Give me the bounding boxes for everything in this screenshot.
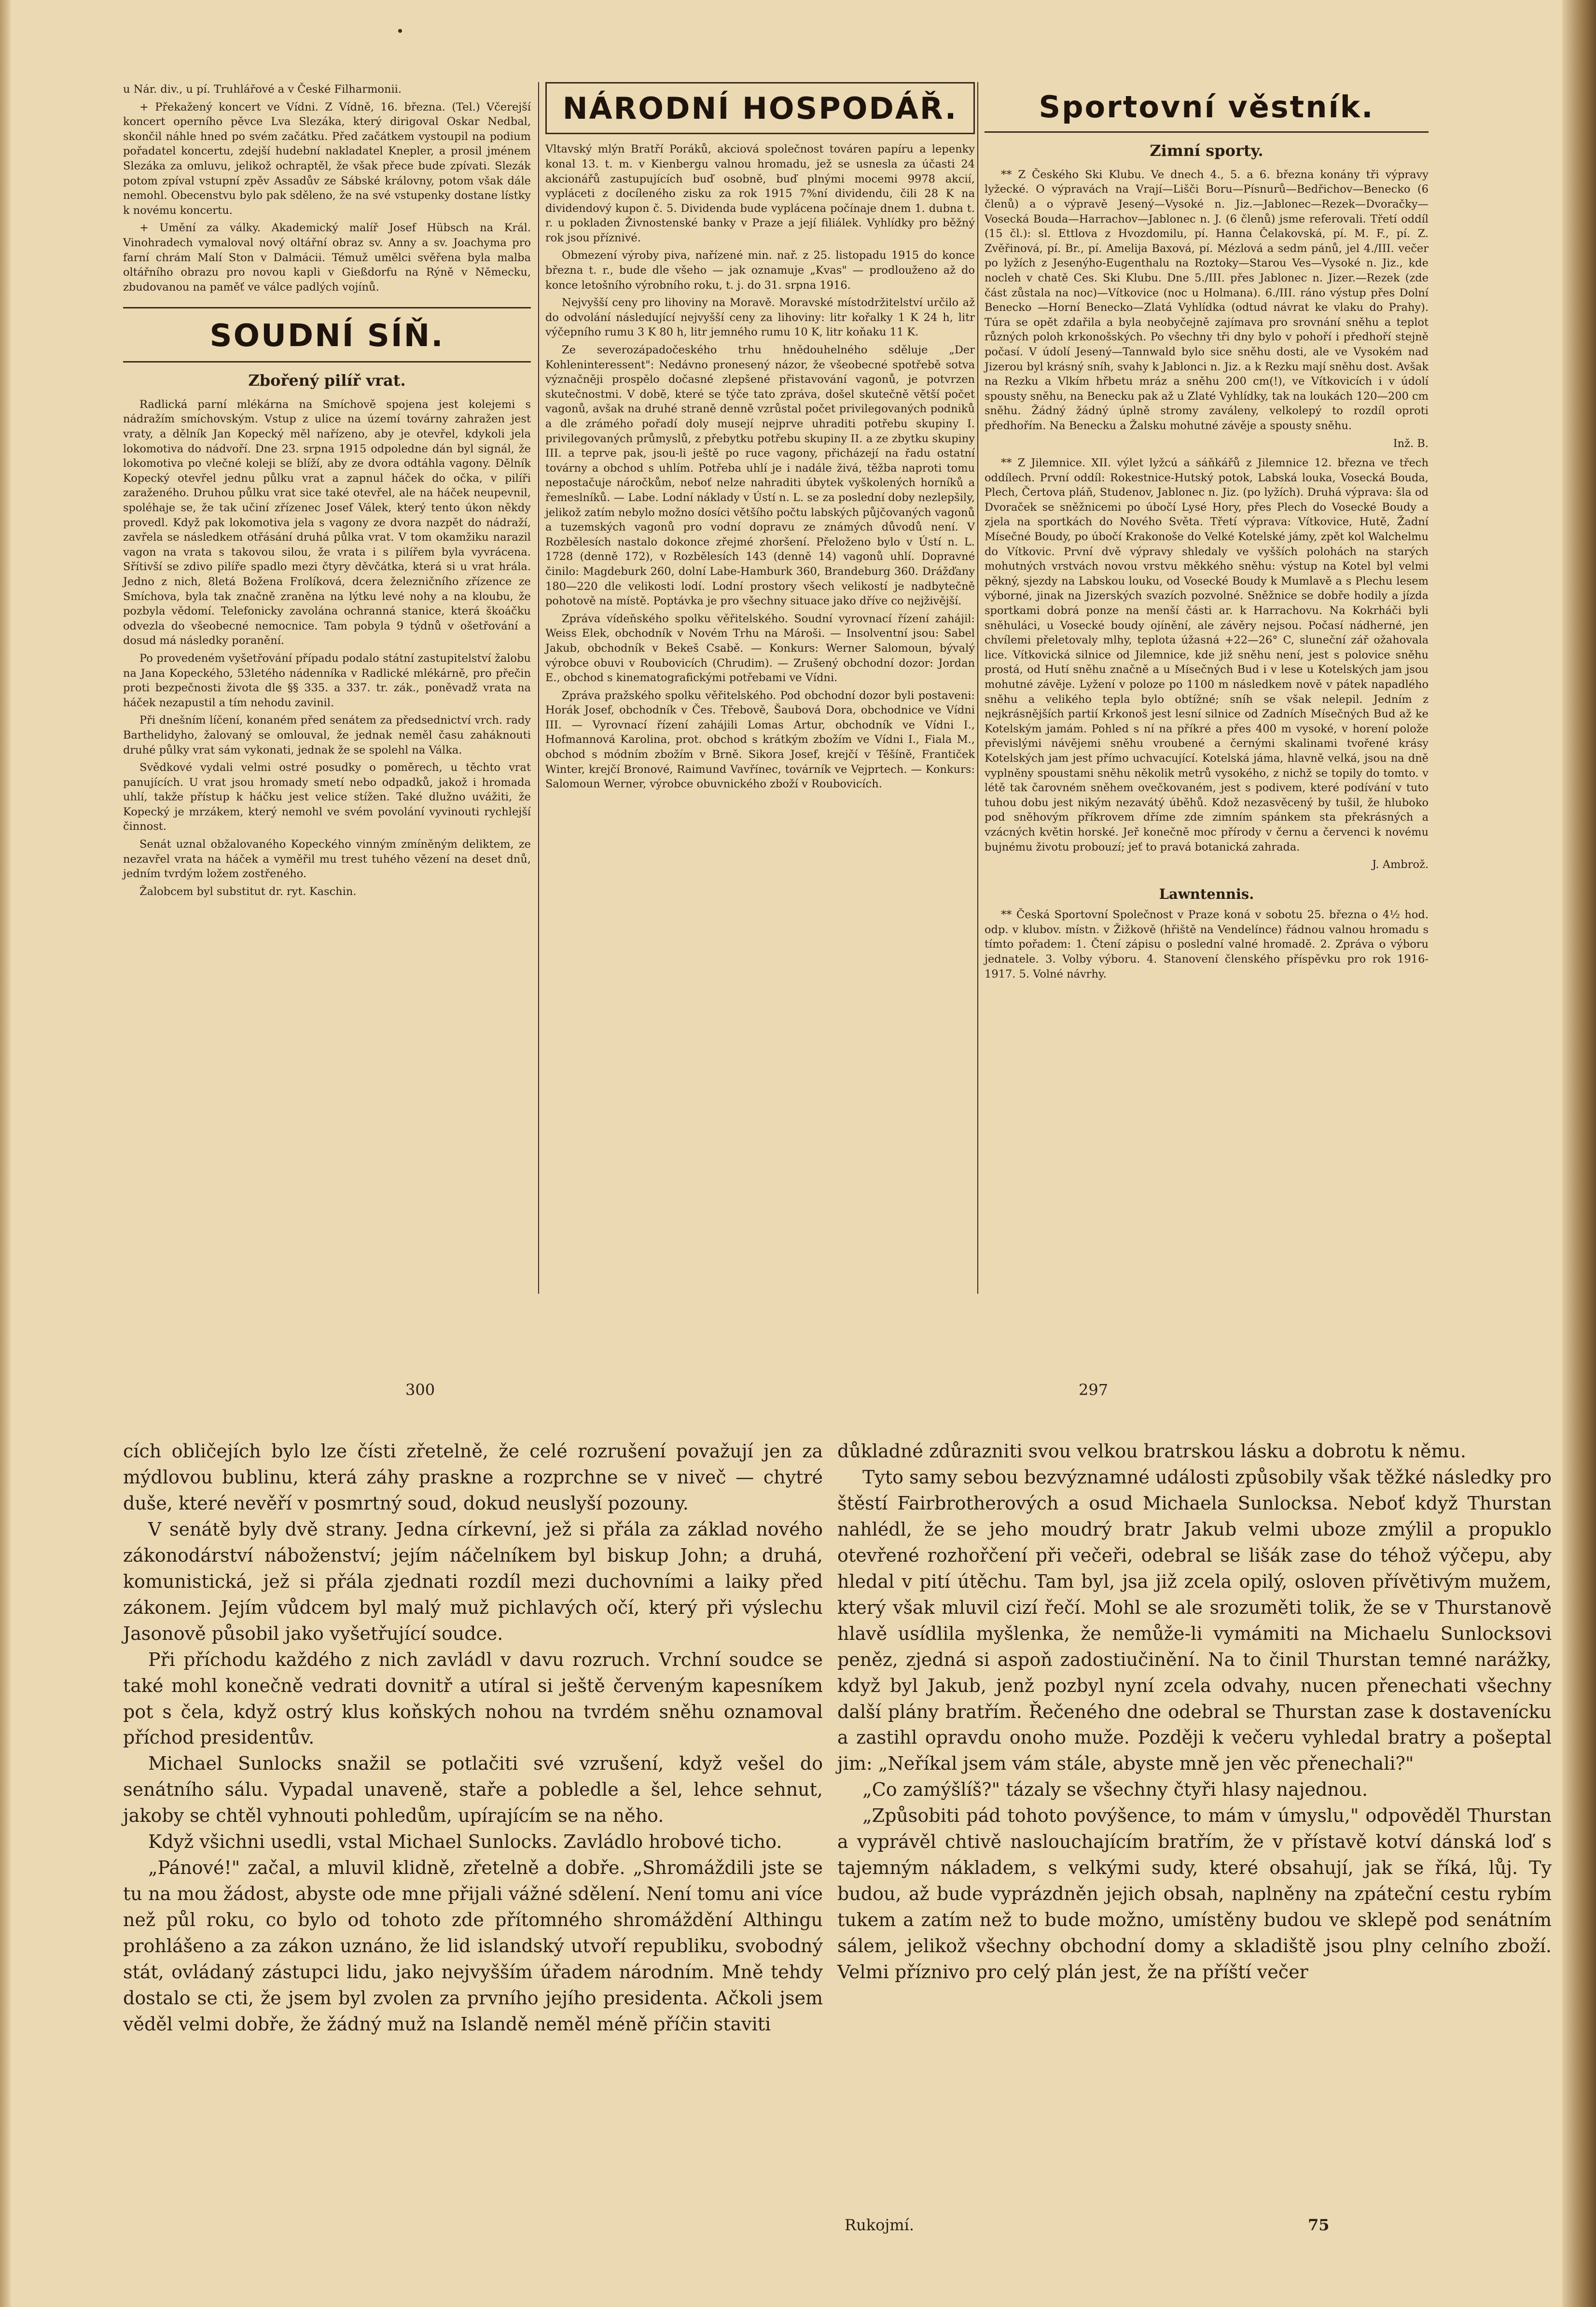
paragraph: ** Z Jilemnice. XII. výlet lyžcú a sáňkářů z Jilemnice 12. března ve třech oddílech. První oddíl: Rokestnice-Hutský potok, Labská louka, Vosecká Bouda, Plech, Čertova pláň, Studenov, Jablonec n. Jiz. (po lyžích). Druhá výprava: šla od Dvoraček se sněžnicemi po úbočí Lysé Hory, přes Plech do Vosecké Boudy a zjela na sportkách do Nového Světa. Třetí výprava: Vítkovice, Hutě, Žadní Mísečné Boudy, po úbočí Krakonoše do Velké Kotelské jámy, zpět kol Walchelmu do Vítkovic. První dvě výpravy shledaly ve vyšších polohách na starých mohutných vrstvách novou vrstvu měkkého sněhu: výstup na Kotel byl velmi pěkný, sjezdy na Labskou louku, od Vosecké Boudy k Mumlavě a s Plechu lesem výborné, jinak na Jizerských svazích pozvolné. Sněžnice se dobře hodily a jízda sportkami dobrá ponze na menší části ar. k Harrachovu. Na Kokrháči byli sněhuláci, u Vosecké boudy ojínění, ale závěry nejsou. Počasí nádherné, jen chvílemi přeletovaly mlhy, teplota úžasná +22—26° C, sluneční zář ožahovala lice. Vítkovická silnice od Jilemnice, kde již sněhu není, jest s polovice sněhu prostá, od Hutí sněhu značně a u Mísečných Bud i v lese u Kotelských jam jsou mohutné závěje. Lyžení v poloze po 1100 m následkem nově v pátek napadlého sněhu a velikého tepla bylo obtížné; sníh se však nelepil. Jedním z nejkrásnějších partií Krkonoš jest lesní silnice od Zadních Mísečných Bud až ke Kotelským jamám. Pohled s ní na příkré a přes 400 m vysoké, v horení polože převislými návějemi sněhu vroubené a černými skalinami tvořené krásy Kotelských jam jest přímo uchvacující. Kotelská jáma, hlavně velká, jsou na dně vyplněny spoustami sněhu několik metrů vysokého, z nichž se topily do tomto. v létě tak čarovném sněhem ovečkovaném, jest s podivem, které podívání v tuto tuhou dobu jest nikým nezavátý úběhů. Kdož nezasvěcený by tušil, že hluboko pod sněhovým příkrovem dříme zde zimním spánkem sta překrásných a vzácných květin horské. Jeř konečně moc přírody v černu a červenci k novému bujnému životu probouzí; jeť to pravá botanická zahrada.: [985, 457, 1429, 853]
paragraph: Ze severozápadočeského trhu hnědouhelného sděluje „Der Kohleninteressent": Nedávno pronesený názor, že všeobecné spotřebě sotva význačněji prospělo dočasné zlepšené přistavování vagonů, je potvrzen skutečnostmi. V době, které se týče tato zpráva, došel skutečně větší počet vagonů, avšak na druhé straně denně vzrůstal počet privilegovaných podniků a dle zrámého pořadí doly musejí nejprve uhraditi potřebu skupiny I. privilegovaných průmyslů, z přebytku potřebu skupiny II. a ze zbytku skupiny III. a teprve pak, jsou-li ještě po ruce vagony, přicházejí na řadu ostatní továrny a obchod s uhlím. Potřeba uhlí je i nadále živá, těžba naproti tomu nepostačuje náročkům, neboť nelze nahraditi úbytek vyškolených horníků a řemeslníků. — Labe. Lodní náklady v Ústí n. L. se za poslední doby nezlepšily, jelikož zatím nebylo možno dosíci většího počtu labských půjčovaných vagonů a tuzemských vagonů pro vodní dopravu ze známých důvodů není. V Rozbělesích nastalo dokonce zřejmé zhoršení. Přeloženo bylo v Ústí n. L. 1728 (denně 172), v Rozbělesích 143 (denně 14) vagonů uhlí. Dopravné činilo: Magdeburk 260, dolní Labe-Hamburk 360, Brandeburg 360. Drážďany 180—220 dle velikosti lodí. Lodní prostory všech velikostí je nadbytečně pohotově na místě. Poptávka je pro všechny situace jako dříve co nejživější.: [545, 344, 975, 608]
book-footer-label: Rukojmí.: [845, 2216, 915, 2234]
book-paragraph: „Způsobiti pád tohoto povýšence, to mám v úmyslu," odpověděl Thurstan a vyprávěl chtivě naslouchajícím bratřím, že v přístavě kotví dánská loď s tajemným nákladem, s velkými sudy, které obsahují, jak se říká, lůj. Ty budou, až bude vyprázdněn jejich obsah, naplněny na zpáteční cestu rybím tukem a zatím než to bude možno, umístěny budou ve sklepě pod senátním sálem, jelikož všechny obchodní domy a skladiště jsou plny celního zboží. Velmi příznivo pro celý plán jest, že na příští večer: [837, 1805, 1552, 1983]
paragraph: Nejvyšší ceny pro lihoviny na Moravě. Moravské místodržitelství určilo až do odvolání následující nejvyšší ceny za lihoviny: litr kořalky 1 K 24 h, litr výčepního rumu 3 K 80 h, litr jemného rumu 10 K, litr koňaku 11 K.: [545, 296, 975, 339]
article-subheading: Lawntennis.: [1159, 885, 1254, 902]
newspaper-column-economy: [545, 82, 975, 795]
paragraph: u Nár. div., u pí. Truhlářové a v České Filharmonii.: [123, 83, 402, 96]
section-heading-court: SOUDNÍ SÍŇ.: [123, 307, 531, 363]
page-right-edge: [1562, 0, 1596, 2307]
article-title: Zbořený pilíř vrat.: [248, 371, 406, 390]
book-paragraph: „Co zamýšlíš?" tázaly se všechny čtyři hlasy najednou.: [862, 1779, 1368, 1801]
book-paragraph: důkladné zdůrazniti svou velkou bratrskou lásku a dobrotu k němu.: [837, 1440, 1466, 1462]
newspaper-column-sports: [985, 82, 1429, 984]
paragraph: Při dnešním líčení, konaném před senátem za předsednictví vrch. rady Barthelidyho, žalovaný se omlouval, že jednak neměl času zaháknouti druhé půlky vrat sám vykonati, jednak že se spolehl na Válka.: [123, 714, 531, 756]
book-paragraph: Tyto samy sebou bezvýznamné události způsobily však těžké následky pro štěstí Fairbrotherových a osud Michaela Sunlocksa. Neboť když Thurstan nahlédl, že se jeho moudrý bratr Jakub velmi uboze zmýlil a propuklo otevřené rozhořčení při večeři, odebral se lišák zase do téhož výčepu, aby hledal v pití útěchu. Tam byl, jsa již zcela opilý, osloven přívětivým mužem, který však mluvil cizí řečí. Mohl se ale srozuměti tolik, že se v Thurstanově hlavě usídlila myšlenka, že nemůže-li vymámiti na Michaelu Sunlocksovi peněz, zjedná si aspoň zadostiučinění. Na to činil Thurstan temné narážky, když byl Jakub, jenž pozbyl nyní zcela odvahy, nucen přenechati všechny další plány bratřím. Řečeného dne odebral se Thurstan zase k dostavenícku a zastihl opravdu onoho muže. Později k večeru vyhledal bratry a pošeptal jim: „Neříkal jsem vám stále, abyste mně jen věc přenechali?": [837, 1466, 1552, 1775]
paragraph: Vltavský mlýn Bratří Poráků, akciová společnost továren papíru a lepenky konal 13. t. m. v Kienbergu valnou hromadu, jež se usnesla za účasti 24 akcionářů zastupujících buď osobně, buď plnými mocemi 9978 akcií, vypláceti z docíleného zisku za rok 1915 7%ní dividendu, čili 28 K na dividendový kupon č. 5. Dividenda bude vyplácena počínaje dnem 1. dubna t. r. u pokladen Živnostenské banky v Praze a její filiálek. Vyhlídky pro běžný rok jsou příznivé.: [545, 143, 975, 244]
paragraph: Po provedeném vyšetřování případu podalo státní zastupitelství žalobu na Jana Kopeckého, 53letého nádenníka v Radlické mlékárně, pro přečin proti bezpečnosti života dle §§ 335. a 337. tr. zák., poněvadž vrata na háček nezapustil a tím nehodu zavinil.: [123, 652, 531, 709]
paragraph: Zpráva pražského spolku věřitelského. Pod obchodní dozor byli postaveni: Horák Josef, obchodník v Čes. Třebově, Šaubová Dora, obchodnice ve Vídni III. — Vyrovnací řízení zahájili Lomas Artur, obchodník ve Vídni I., Hofmannová Karolina, prot. obchod s krátkým zbožím ve Vídni I., Fiala M., obchod s módním zbožím v Brně. Sikora Josef, krejčí v Těšíně, Frantiček Winter, krejčí Bronové, Raimund Vavřínec, továrník ve Vejprtech. — Konkurs: Salomoun Werner, výrobce obuvnického zboží v Roubovicích.: [545, 689, 975, 791]
section-heading-economy: NÁRODNÍ HOSPODÁŘ.: [545, 82, 975, 134]
newspaper-column-culture-court: [123, 82, 531, 902]
page-number-left: 300: [405, 1381, 435, 1399]
column-divider: [977, 82, 978, 1294]
book-page-number: 75: [1308, 2216, 1330, 2234]
paragraph: ** Z Českého Ski Klubu. Ve dnech 4., 5. a 6. března konány tři výpravy lyžecké. O výpravách na Vrají—Lišči Boru—Písnurů—Bedřichov—Benecko (6 členů) a o výpravě Jesený—Vysoké n. Jiz.—Jablonec—Rezek—Dvoračky—Vosecká Bouda—Harrachov—Jablonec n. J. (6 členů) jsme referovali. Třetí oddíl (15 čl.): sl. Ettlova z Hvozdomilu, pí. Hanna Čelakovská, pí. M. F., pí. Z. Zvěřinová, pí. Br., pí. Amelija Baxová, pí. Mézlová a sedm pánů, jel 4./III. večer po lyžích z Jesenýho-Eugenthalu na Roztoky—Starou Ves—Vysoké n. Jiz., kde nocleh v chatě Ces. Ski Klubu. Dne 5./III. přes Jablonec n. Jizer.—Rezek (zde část zůstala na noc)—Vítkovice (noc u Holmana). 6./III. ráno výstup přes Dolní Benecko —Horní Benecko—Zlatá Vyhlídka (odtud návrat ke vlaku do Prahy). Túra se opět zdařila a byla neobyčejně zajímava pro srovnání sněhu a teplot různých poloh krkonošských. Po všechny tři dny bylo v pohoří i předhoří stejně počasí. V údolí Jesený—Tannwald bylo sice sněhu dosti, ale ve Vysokém nad Jizerou byl krásný sníh, svahy k Jablonci n. Jiz. a k Rezku mají sněhu dost. Avšak na Rezku a Vlkím hřbetu mráz a sněhu 200 cm(!), ve Vítkovicích i v údolí spousty sněhu, na Benecku pak až u Zlaté Vyhlídky, tak na loukách 120—200 cm sněhu. Žádný žádný úplně stromy zaváleny, velkolepý to rozdíl oproti předhořím. Na Benecku a Žalsku mohutné závěje a spousty sněhu.: [985, 168, 1429, 432]
paragraph: + Umění za války. Akademický malíř Josef Hübsch na Král. Vinohradech vymaloval nový oltářní obraz sv. Anny a sv. Joachyma pro farní chrám Malí Ston v Dalmácii. Témuž umělci svěřena byla malba oltářního obrazu pro novou kapli v Gießdorfu na Rýně v Německu, zbudovanou na paměť ve válce padlých vojínů.: [123, 222, 531, 294]
paragraph: Obmezení výroby piva, nařízené min. nař. z 25. listopadu 1915 do konce března t. r., bude dle všeho — jak oznamuje „Kvas" — prodlouženo až do konce letošního výrobního roku, t. j. do 31. srpna 1916.: [545, 249, 975, 292]
book-column-right: [837, 1439, 1552, 1985]
paragraph: Senát uznal obžalovaného Kopeckého vinným zmíněným deliktem, ze nezavřel vrata na háček a vyměřil mu trest tuhého vězení na deset dnů, jedním tvrdým ložem zostřeného.: [123, 838, 531, 881]
book-paragraph: cích obličejích bylo lze čísti zřetelně, že celé rozrušení považují jen za mýdlovou bublinu, která záhy praskne a rozprchne se v niveč — chytré duše, které nevěří v posmrtný soud, dokud neuslyší pozouny.: [123, 1440, 823, 1514]
book-paragraph: „Pánové!" začal, a mluvil klidně, zřetelně a dobře. „Shromáždili jste se tu na mou žádost, abyste ode mne přijali vážné sdělení. Není tomu ani více než půl roku, co bylo od tohoto zde přítomného shromáždění Althingu prohlášeno a za zákon uznáno, že lid islandský utvoří republiku, svobodný stát, ovládaný zástupci lidu, jako nejvyšším úřadem národním. Mně tehdy dostalo se cti, že jsem byl zvolen za prvního jejího presidenta. Ačkoli jsem věděl velmi dobře, že žádný muž na Islandě neměl méně příčin staviti: [123, 1857, 823, 2035]
book-paragraph: Michael Sunlocks snažil se potlačiti své vzrušení, když vešel do senátního sálu. Vypadal unaveně, staře a pobledle a šel, lehce sehnut, jakoby se chtěl vyhnouti pohledům, upírajícím se na něho.: [123, 1753, 823, 1827]
paragraph: Svědkové vydali velmi ostré posudky o poměrech, u těchto vrat panujících. U vrat jsou hromady smetí nebo odpadků, jakož i hromada uhlí, takže přístup k háčku jest velice stížen. Také dlužno uvážiti, že Kopecký je mrzákem, který nemohl ve svém povolání vyvinouti rychlejší činnost.: [123, 761, 531, 833]
paragraph: Radlická parní mlékárna na Smíchově spojena jest kolejemi s nádražím smíchovským. Vstup z ulice na území továrny zahražen jest vraty, a dělník Jan Kopecký měl nařízeno, aby je otevřel, kdykoli jela lokomotiva do nádvoří. Dne 23. srpna 1915 odpoledne dán byl signál, že lokomotiva po vlečné koleji se blíží, aby ze dvora odtáhla vagony. Dělník Kopecký otevřel jednu půlku vrat a zapnul háček do očka, v pilíři zaraženého. Druhou půlku vrat sice také otevřel, ale na háček neupevnil, spoléhaje se, že tak učiní zřízenec Josef Válek, který tento úkon někdy provedl. Když pak lokomotiva jela s vagony ze dvora nazpět do nádraží, zavřela se následkem otřásání druhá půlka vrat. V tom okamžiku narazil vagon na vrata s takovou silou, že vrata i s pilířem byla vyvrácena. Sřítivší se zdivo pilíře spadlo mezi čtyry děvčátka, která si u vrat hrála. Jedno z nich, 8letá Božena Frolíková, dcera železničního zřízence ze Smíchova, byla tak značně zraněna na lýtku levé nohy a na kloubu, že pozbyla vědomí. Telefonicky zavolána ochranná stanice, která škoáčku odvezla do všeobecné nemocnice. Tam pobyla 9 týdnů v ošetřování a dosud má následky poranění.: [123, 398, 531, 647]
paragraph: Žalobcem byl substitut dr. ryt. Kaschin.: [139, 885, 357, 898]
paragraph: Zpráva vídeňského spolku věřitelského. Soudní vyrovnací řízení zahájil: Weiss Elek, obchodník v Novém Trhu na Mároši. — Insolventní jsou: Sabel Jakub, obchodník v Bekeš Csabě. — Konkurs: Werner Salomoun, bývalý výrobce obuvi v Roubovicích (Chrudim). — Zrušený obchodní dozor: Jordan E., obchod s kinematografickými potřebami ve Vídni.: [545, 612, 975, 685]
book-column-left: [123, 1439, 823, 2038]
article-subheading: Zimní sporty.: [1150, 141, 1263, 160]
paragraph: + Překažený koncert ve Vídni. Z Vídně, 16. března. (Tel.) Včerejší koncert operního pěvce Lva Slezáka, který dirigoval Oskar Nedbal, skončil náhle hned po svém začátku. Před začátkem vystoupil na podium pořadatel koncertu, zdejší hudební nakladatel Knepler, a prosil jménem Slezáka za omluvu, jelikož ochraptěl, že však přece bude zpívati. Slezák potom zpíval vstupní zpěv Assadův ze Sábské královny, potom však dále nemohl. Obecenstvu bylo pak sděleno, že na své vstupenky dostane lístky k novému koncertu.: [123, 100, 531, 217]
signature: Inž. B.: [1393, 437, 1429, 450]
book-paragraph: V senátě byly dvě strany. Jedna církevní, jež si přála za základ nového zákonodárství náboženství; jejím náčelníkem byl biskup John; a druhá, komunistická, jež si přála zjednati rozdíl mezi duchovními a laiky před zákonem. Jejím vůdcem byl malý muž pichlavých očí, který při výslechu Jasonově působil jako vyšetřující soudce.: [123, 1518, 823, 1644]
paragraph: ** Česká Sportovní Společnost v Praze koná v sobotu 25. března o 4½ hod. odp. v klubov. místn. v Žižkově (hřiště na Vendelínce) řádnou valnou hromadu s tímto pořadem: 1. Čtení zápisu o poslední valné hromadě. 2. Zpráva o výboru jednatele. 3. Volby výboru. 4. Stanovení členského příspěvku pro rok 1916-1917. 5. Volné návrhy.: [985, 909, 1429, 980]
page-left-edge: [0, 0, 11, 2307]
top-mark: [398, 29, 402, 33]
section-heading-sports: Sportovní věstník.: [985, 82, 1429, 133]
book-paragraph: Při příchodu každého z nich zavládl v davu rozruch. Vrchní soudce se také mohl konečně vedrati dovnitř a utíral si ještě červeným kapesníkem pot s čela, když ostrý klus koňských nohou na tvrdém sněhu oznamoval příchod presidentův.: [123, 1649, 823, 1748]
book-paragraph: Když všichni usedli, vstal Michael Sunlocks. Zavládlo hrobové ticho.: [148, 1831, 782, 1853]
signature: J. Ambrož.: [1372, 858, 1429, 871]
column-divider: [538, 82, 539, 1294]
page-number-right: 297: [1079, 1381, 1109, 1399]
